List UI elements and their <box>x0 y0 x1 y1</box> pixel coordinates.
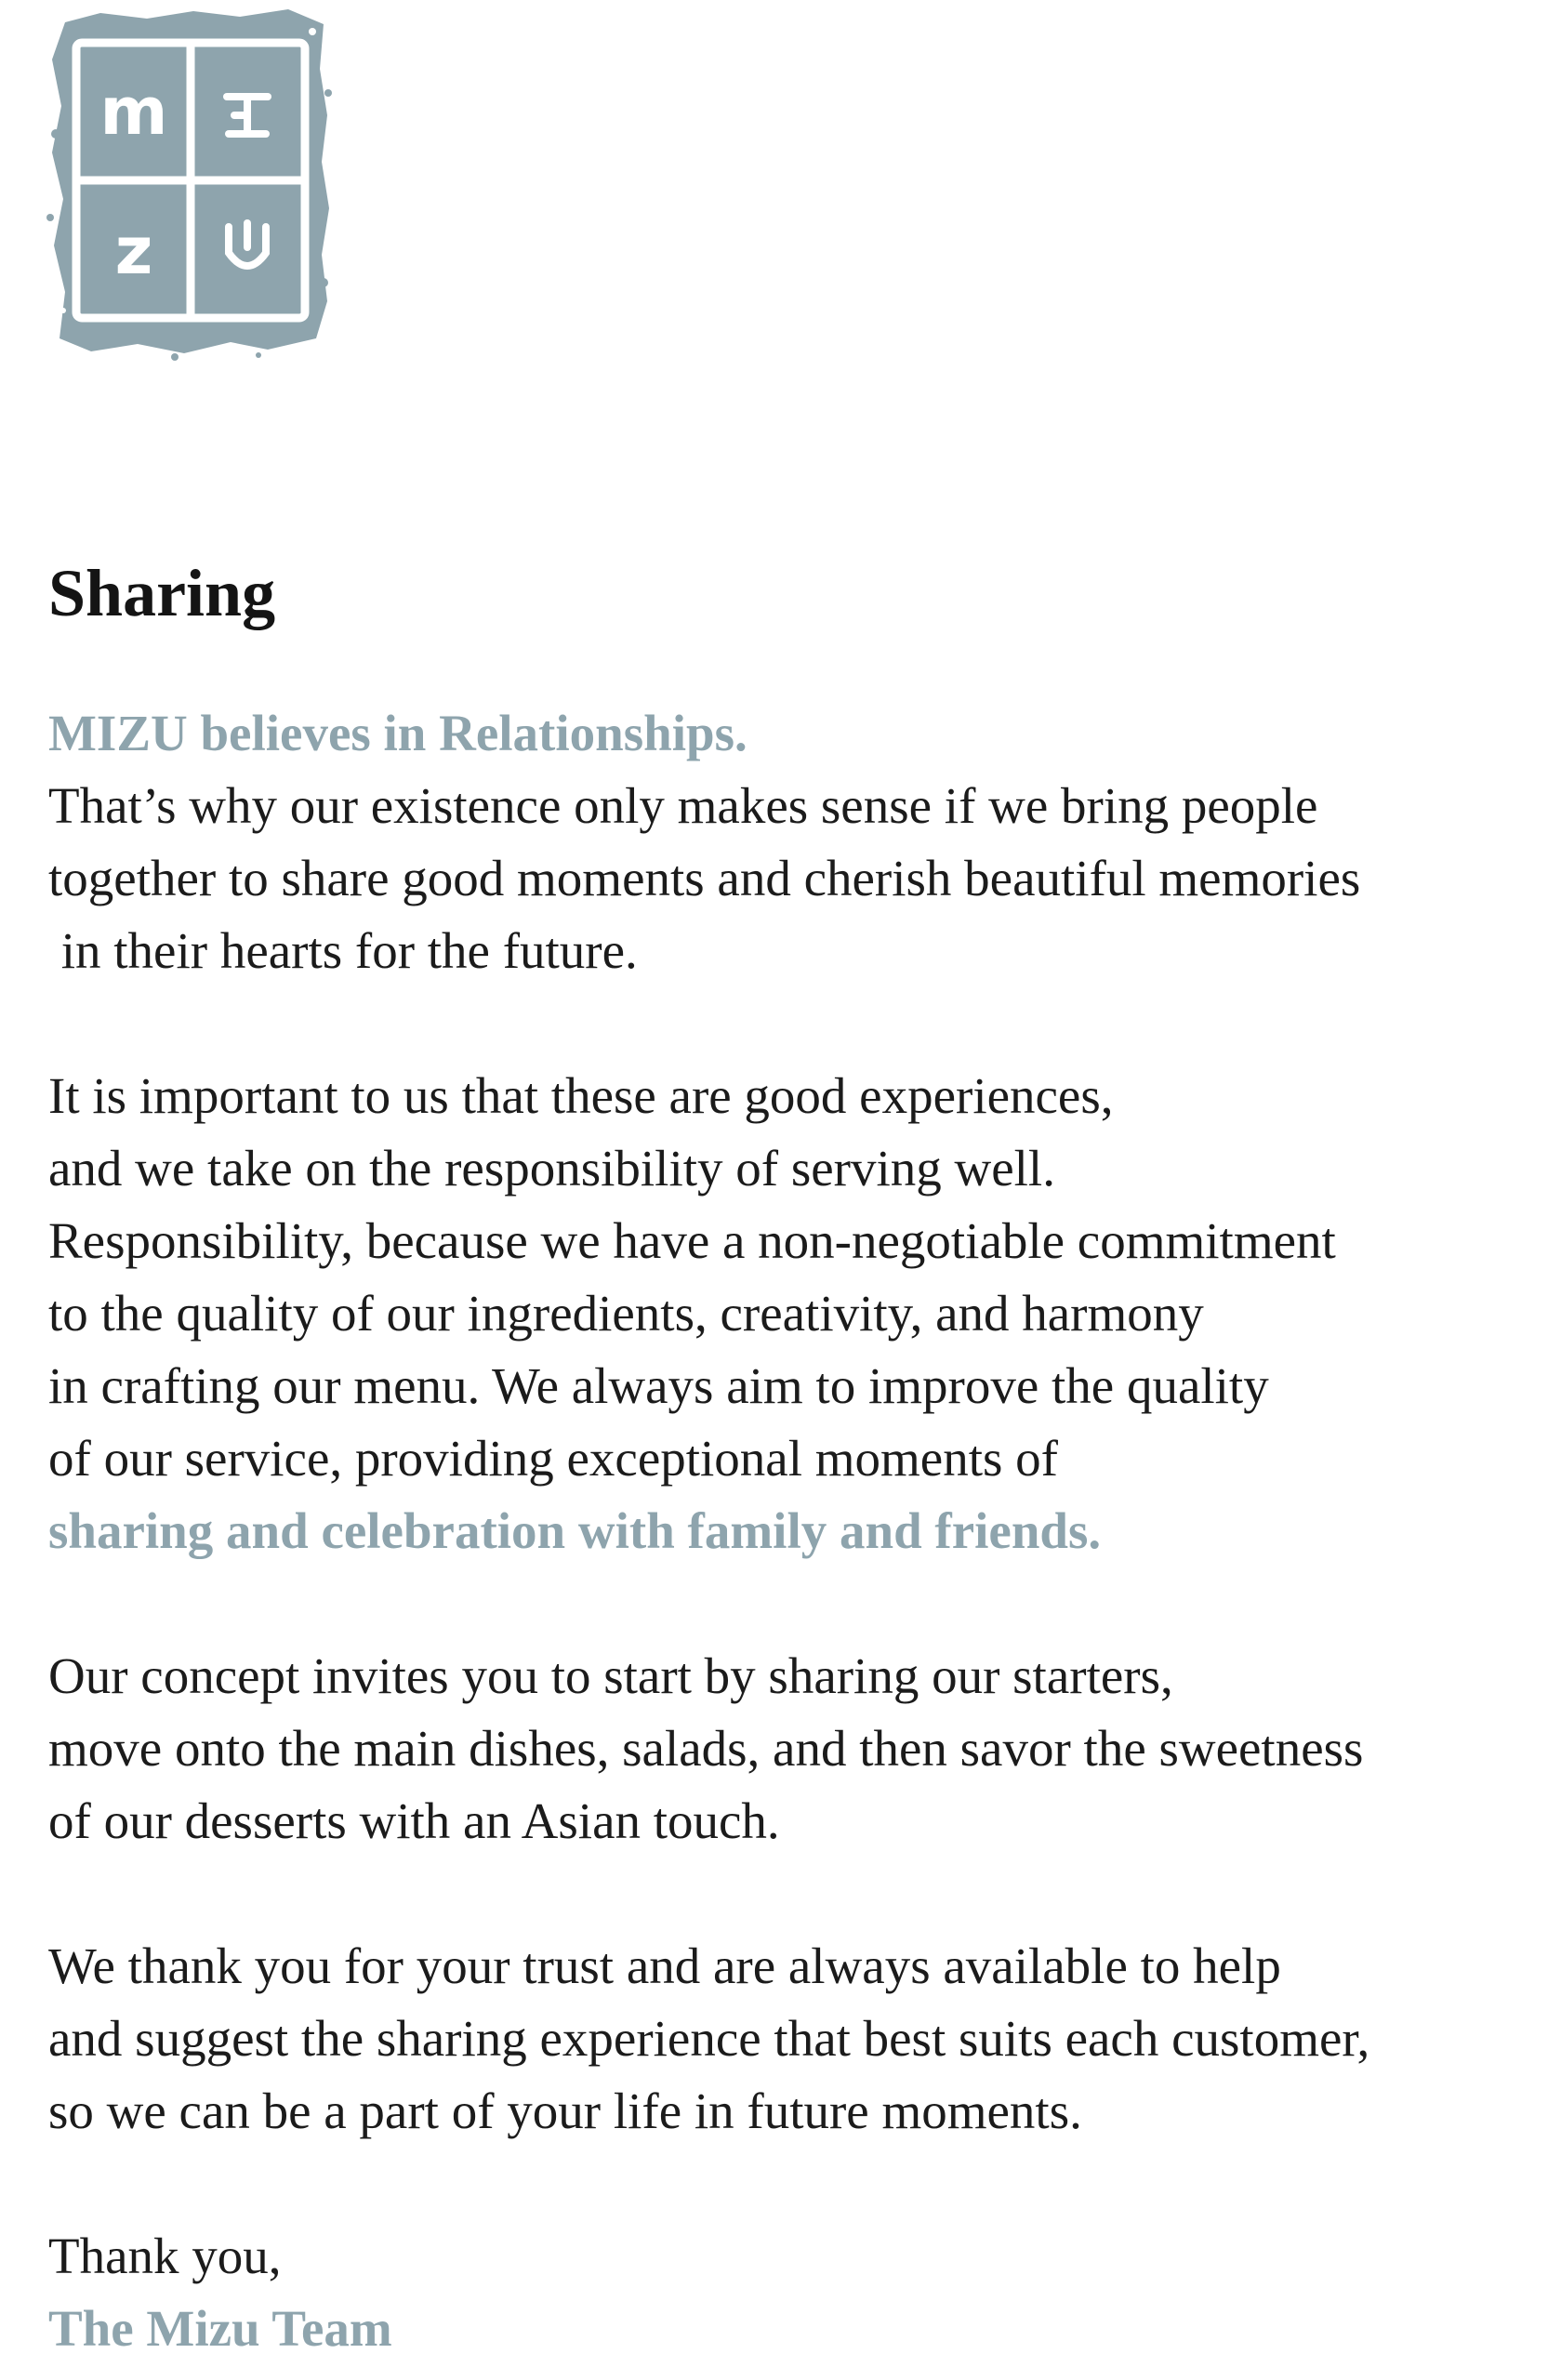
concept-paragraph <box>48 1640 1536 1858</box>
responsibility-line: and we take on the responsibility of serving well. <box>48 1140 1055 1197</box>
responsibility-line: to the quality of our ingredients, creativity, and harmony <box>48 1285 1204 1342</box>
thanks-line: We thank you for your trust and are always available to help <box>48 1937 1281 1994</box>
thanks-line: and suggest the sharing experience that best suits each customer, <box>48 2010 1370 2067</box>
intro-paragraph <box>48 697 1536 987</box>
concept-line: move onto the main dishes, salads, and then savor the sweetness <box>48 1720 1364 1777</box>
intro-highlight: MIZU believes in Relationships. <box>48 705 747 761</box>
responsibility-paragraph <box>48 1060 1536 1567</box>
responsibility-line: in crafting our menu. We always aim to improve the quality <box>48 1357 1269 1414</box>
letter-content <box>48 549 1536 2365</box>
intro-line: That’s why our existence only makes sense if we bring people <box>48 777 1318 834</box>
concept-line: of our desserts with an Asian touch. <box>48 1792 780 1849</box>
intro-line: together to share good moments and cherish beautiful memories <box>48 850 1361 906</box>
logo-glyph-m: m <box>99 73 168 150</box>
mizu-logo-mark <box>45 4 333 361</box>
responsibility-line: of our service, providing exceptional moments of <box>48 1430 1058 1487</box>
thanks-paragraph <box>48 1930 1536 2148</box>
thanks-line: so we can be a part of your life in future moments. <box>48 2082 1082 2139</box>
responsibility-highlight: sharing and celebration with family and friends. <box>48 1502 1102 1559</box>
concept-line: Our concept invites you to start by sharing our starters, <box>48 1647 1173 1704</box>
intro-line: in their hearts for the future. <box>48 922 638 979</box>
signoff <box>48 2220 1536 2365</box>
page-title: Sharing <box>48 556 276 630</box>
closing-text: Thank you, <box>48 2228 282 2284</box>
mizu-logo <box>45 4 333 361</box>
responsibility-line: Responsibility, because we have a non-negotiable commitment <box>48 1212 1336 1269</box>
logo-glyph-z: z <box>114 213 153 289</box>
responsibility-line: It is important to us that these are good experiences, <box>48 1067 1114 1124</box>
signature: The Mizu Team <box>48 2300 392 2357</box>
